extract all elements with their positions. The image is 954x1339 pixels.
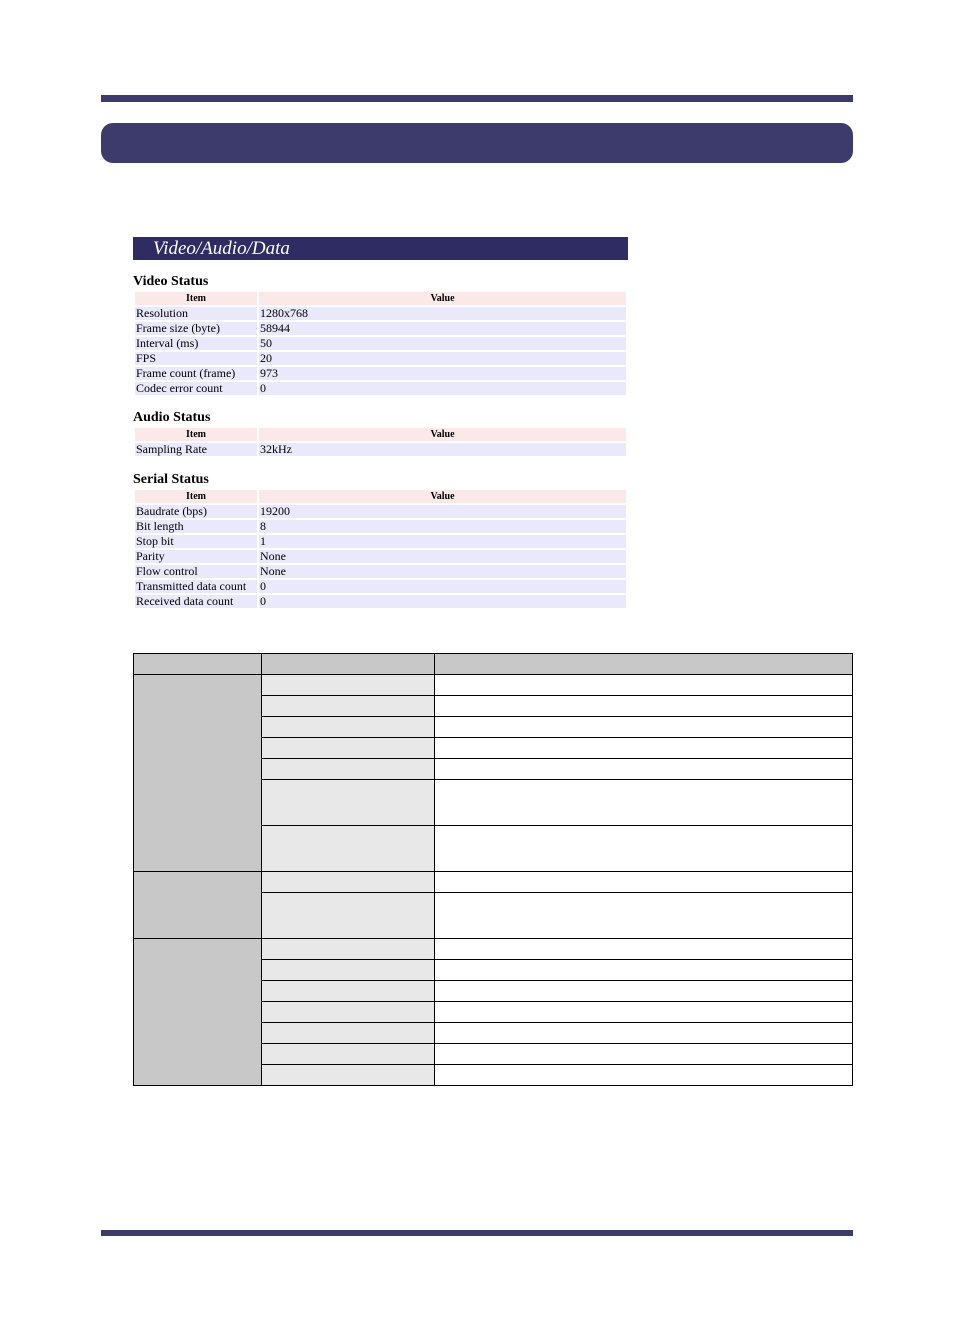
group-cell-serial [134, 939, 262, 1086]
table-header-row [135, 292, 626, 305]
description-cell [435, 1002, 853, 1023]
item-cell [262, 696, 435, 717]
description-cell [435, 981, 853, 1002]
section-header-bar [101, 123, 853, 163]
item-cell: Sampling Rate [135, 443, 257, 456]
value-cell: 58944 [259, 322, 626, 335]
value-cell: 1 [259, 535, 626, 548]
item-cell [262, 780, 435, 826]
item-cell [262, 1002, 435, 1023]
header-cell [134, 654, 262, 675]
description-cell [435, 1044, 853, 1065]
value-cell: 20 [259, 352, 626, 365]
item-cell: Flow control [135, 565, 257, 578]
status-panel-screenshot [133, 237, 628, 610]
table-row [135, 382, 626, 395]
value-cell: 1280x768 [259, 307, 626, 320]
item-cell: Parity [135, 550, 257, 563]
table-row [134, 872, 853, 893]
table-row [135, 352, 626, 365]
description-cell [435, 738, 853, 759]
header-value: Value [259, 428, 626, 441]
table-row [135, 550, 626, 563]
item-cell [262, 872, 435, 893]
item-cell [262, 981, 435, 1002]
item-cell [262, 960, 435, 981]
description-cell [435, 1023, 853, 1044]
item-cell: Received data count [135, 595, 257, 608]
video-status-title: Video Status [133, 274, 209, 289]
value-cell: 19200 [259, 505, 626, 518]
description-table [133, 653, 853, 1086]
table-row [134, 675, 853, 696]
item-cell: FPS [135, 352, 257, 365]
value-cell: None [259, 565, 626, 578]
item-cell [262, 893, 435, 939]
item-cell: Frame count (frame) [135, 367, 257, 380]
value-cell: 973 [259, 367, 626, 380]
header-item: Item [135, 292, 257, 305]
value-cell: 50 [259, 337, 626, 350]
description-cell [435, 675, 853, 696]
table-header-row [135, 490, 626, 503]
group-cell-audio [134, 872, 262, 939]
item-cell [262, 717, 435, 738]
description-cell [435, 780, 853, 826]
value-cell: 0 [259, 382, 626, 395]
description-cell [435, 872, 853, 893]
item-cell: Interval (ms) [135, 337, 257, 350]
serial-status-table [133, 488, 628, 610]
top-rule [101, 95, 853, 102]
description-cell [435, 717, 853, 738]
table-row [135, 535, 626, 548]
audio-status-title: Audio Status [133, 410, 211, 425]
description-cell [435, 696, 853, 717]
item-cell: Frame size (byte) [135, 322, 257, 335]
item-cell [262, 826, 435, 872]
audio-status-table [133, 426, 628, 458]
item-cell: Resolution [135, 307, 257, 320]
bottom-rule [101, 1230, 853, 1236]
header-cell [262, 654, 435, 675]
header-cell [435, 654, 853, 675]
header-item: Item [135, 428, 257, 441]
item-cell [262, 1044, 435, 1065]
item-cell: Bit length [135, 520, 257, 533]
table-row [135, 322, 626, 335]
value-cell: 0 [259, 580, 626, 593]
table-row [135, 580, 626, 593]
description-header-row [134, 654, 853, 675]
description-cell [435, 759, 853, 780]
table-row [135, 595, 626, 608]
group-cell-video [134, 675, 262, 872]
item-cell: Codec error count [135, 382, 257, 395]
item-cell: Transmitted data count [135, 580, 257, 593]
header-item: Item [135, 490, 257, 503]
description-cell [435, 1065, 853, 1086]
panel-banner: Video/Audio/Data [133, 237, 628, 260]
value-cell: 0 [259, 595, 626, 608]
table-row [135, 367, 626, 380]
item-cell: Stop bit [135, 535, 257, 548]
item-cell [262, 738, 435, 759]
value-cell: None [259, 550, 626, 563]
value-cell: 8 [259, 520, 626, 533]
table-row [135, 337, 626, 350]
table-row [135, 520, 626, 533]
table-row [134, 939, 853, 960]
header-value: Value [259, 292, 626, 305]
item-cell [262, 675, 435, 696]
item-cell: Baudrate (bps) [135, 505, 257, 518]
header-value: Value [259, 490, 626, 503]
description-cell [435, 893, 853, 939]
item-cell [262, 759, 435, 780]
description-cell [435, 826, 853, 872]
table-header-row [135, 428, 626, 441]
serial-status-title: Serial Status [133, 472, 209, 487]
item-cell [262, 1065, 435, 1086]
table-row [135, 505, 626, 518]
description-cell [435, 960, 853, 981]
table-row [135, 565, 626, 578]
item-cell [262, 939, 435, 960]
description-cell [435, 939, 853, 960]
video-status-table [133, 290, 628, 397]
table-row [135, 307, 626, 320]
table-row [135, 443, 626, 456]
item-cell [262, 1023, 435, 1044]
value-cell: 32kHz [259, 443, 626, 456]
